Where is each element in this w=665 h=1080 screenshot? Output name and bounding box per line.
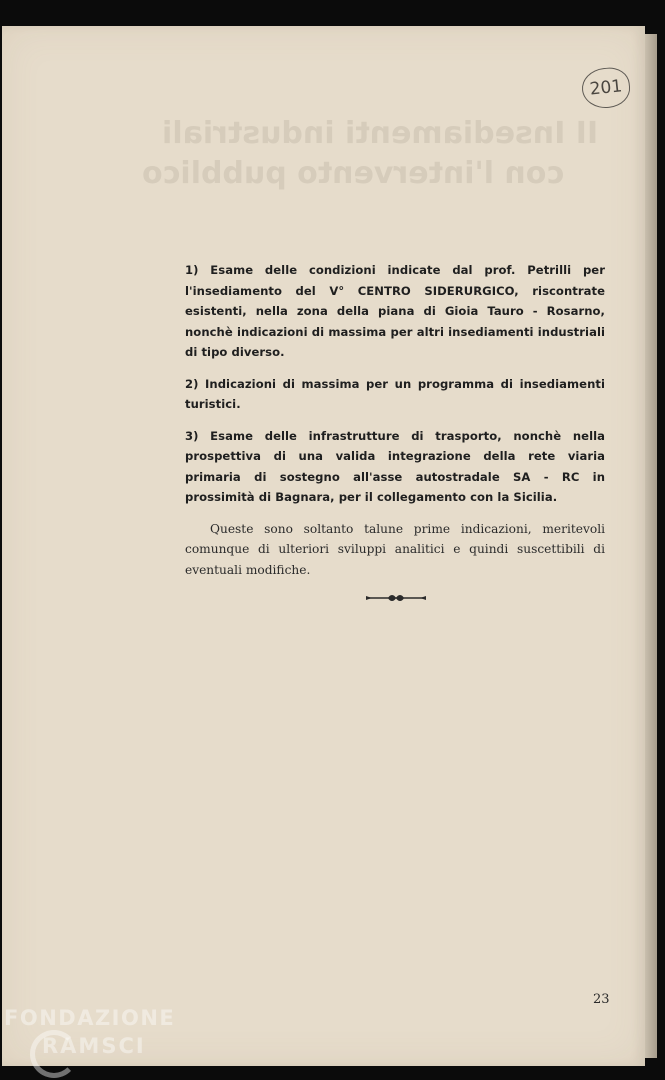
closing-paragraph: Queste sono soltanto talune prime indicazioni, meritevoli comunque di ulteriori sviluppi analitici e quindi suscettibili di eventuali modifiche. (185, 521, 605, 577)
list-item: 2) Indicazioni di massima per un programma di insediamenti turistici. (185, 376, 605, 411)
watermark-g-icon (30, 1030, 78, 1078)
watermark-line1: FONDAZIONE (4, 1006, 176, 1030)
document-page (2, 26, 645, 1066)
page-number: 23 (593, 992, 610, 1007)
main-text (185, 260, 605, 580)
list-item: 3) Esame delle infrastrutture di trasporto, nonchè nella prospettiva di una valida integrazione della rete viaria primaria di sostegno all'asse autostradale SA - RC in prossimità di Bagnara, per il collegamento con la Sicilia. (185, 428, 605, 504)
bleed-through-subheading: con l'intervento pubblico (142, 156, 565, 191)
watermark-line2: RAMSCI (42, 1034, 146, 1058)
bleed-through-heading: II Insediamenti industriali (162, 116, 599, 151)
handwritten-page-mark: 201 (580, 66, 632, 111)
page-edge (645, 34, 657, 1058)
ornament-icon (364, 592, 428, 604)
list-item: 1) Esame delle condizioni indicate dal prof. Petrilli per l'insediamento del V° CENTRO SIDERURGICO, riscontrate esistenti, nella zona della piana di Gioia Tauro - Rosarno, nonchè indicazioni di massima per altri insediamenti industriali di tipo diverso. (185, 263, 605, 359)
